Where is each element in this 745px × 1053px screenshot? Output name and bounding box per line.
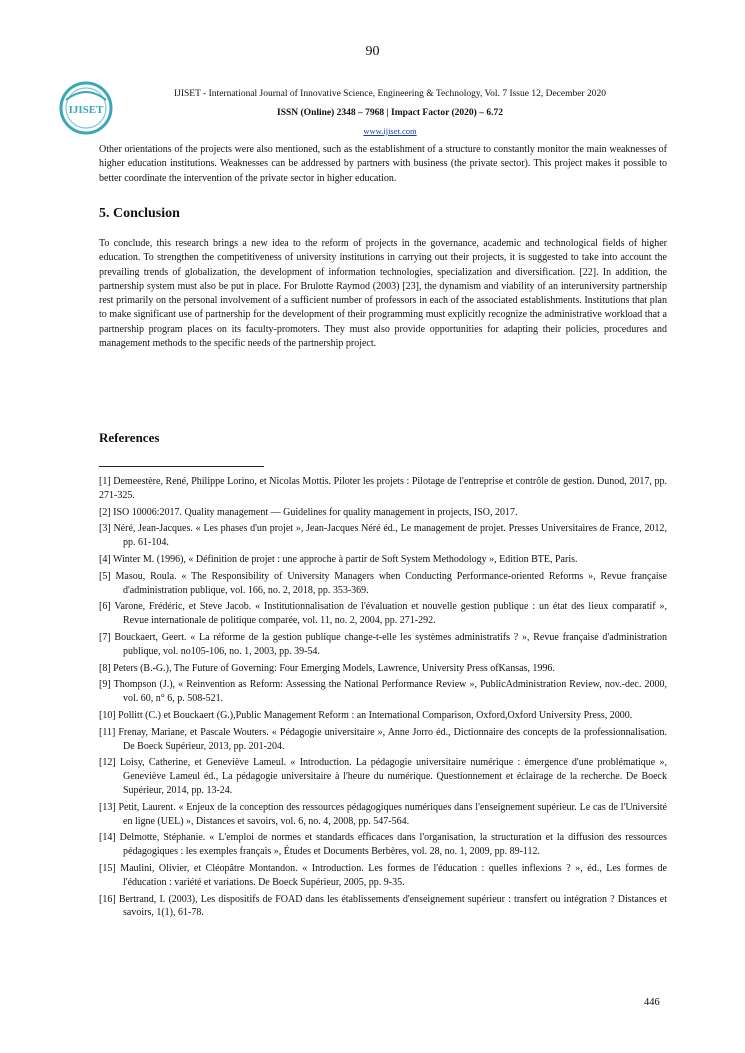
reference-item: [15] Maulini, Olivier, et Cléopâtre Montandon. « Introduction. Les formes de l'éducation : quelles inflexions ? », éd., Les formes de l'éducation : variété et variations. De Boeck Supérieur, 2005, pp. 9-35. (99, 862, 667, 888)
reference-item: [7] Bouckaert, Geert. « La réforme de la gestion publique change-t-elle les systèmes administratifs ? », Revue française d'administration publique, vol. no105-106, no. 1, 2003, pp. 39-54. (99, 631, 667, 657)
reference-item: [9] Thompson (J.), « Reinvention as Reform: Assessing the National Performance Review », PublicAdministration Review, nov.-dec. 2000, vol. 60, n° 6, p. 508-521. (99, 679, 667, 705)
logo-text: IJISET (68, 104, 104, 116)
reference-item: [10] Pollitt (C.) et Bouckaert (G.),Public Management Reform : an International Comparison, Oxford,Oxford University Press, 2000. (99, 709, 633, 721)
bottom-page-number: 446 (644, 997, 660, 1008)
reference-item: [1] Demeestère, René, Philippe Lorino, et Nicolas Mottis. Piloter les projets : Pilotage de l'entreprise et contrôle de gestion. Dunod, 2017, pp. 271-325. (99, 476, 667, 501)
reference-item: [12] Loisy, Catherine, et Geneviève Lameul. « Introduction. La pédagogie universitaire numérique : émergence d'une problématique », Geneviève Lameul éd., La pédagogie universitaire à l'heure du numérique. Questionnement et éclairage de la recherche. De Boeck Supérieur, 2014, pp. 13-24. (99, 757, 667, 796)
reference-list (99, 475, 667, 923)
reference-item: [13] Petit, Laurent. « Enjeux de la conception des ressources pédagogiques numériques dans l'enseignement supérieur. Le cas de l'Université en ligne (UEL) », Distances et savoirs, vol. 6, no. 4, 2008, pp. 547-564. (99, 801, 667, 827)
issn-line: ISSN (Online) 2348 – 7968 | Impact Factor (2020) – 6.72 (277, 108, 503, 118)
journal-logo-icon (58, 80, 114, 136)
reference-item: [11] Frenay, Mariane, et Pascale Wouters. « Pédagogie universitaire », Anne Jorro éd., Dictionnaire des concepts de la professionnalisation. De Boeck Supérieur, 2013, pp. 201-204. (99, 726, 667, 752)
references-heading: References (99, 430, 160, 445)
reference-item: [3] Néré, Jean-Jacques. « Les phases d'un projet », Jean-Jacques Néré éd., Le management de projet. Presses Universitaires de France, 2012, pp. 61-104. (99, 523, 667, 549)
reference-item: [8] Peters (B.-G.), The Future of Governing: Four Emerging Models, Lawrence, University Press ofKansas, 1996. (99, 662, 555, 674)
reference-item: [6] Varone, Frédéric, et Steve Jacob. « Institutionnalisation de l'évaluation et nouvelle gestion publique : un état des lieux comparatif », Revue internationale de politique comparée, vol. 11, no. 2, 2004, pp. 271-292. (99, 601, 667, 627)
reference-item: [4] Winter M. (1996), « Définition de projet : une approche à partir de Soft System Methodology », Edition BTE, Paris. (99, 553, 578, 565)
reference-item: [5] Masou, Roula. « The Responsibility of University Managers when Conducting Performance-oriented Reforms », Revue française d'administration publique, vol. 166, no. 2, 2018, pp. 353-369. (99, 570, 667, 596)
reference-item: [2] ISO 10006:2017. Quality management — Guidelines for quality management in projects, ISO, 2017. (99, 506, 518, 518)
conclusion-paragraph: To conclude, this research brings a new idea to the reform of projects in the governance, academic and technological fields of higher education. To strengthen the competitiveness of university institutions in carrying out their projects, it is suggested to take into account the prevailing trends of globalization, the development of information technologies, specialization and diversification. [22]. In addition, the partnership system must also be put in place. For Brulotte Raymod (2003) [23], the dynamism and viability of an interuniversity partnership rest primarily on the personal involvement of a sufficient number of professors in each of the associated establishments. Institutions that plan to make significant use of partnership for the development of their programming must explicitly recognize the administrative workload that a partnership program places on its faculty-promoters. They must also provide opportunities for adapting their policies, procedures and management methods to the specific needs of the partnership project. (99, 238, 667, 350)
conclusion-heading: 5. Conclusion (99, 206, 180, 221)
reference-item: [16] Bertrand, I. (2003), Les dispositifs de FOAD dans les établissements d'enseignement supérieur : transfert ou intégration ? Distances et savoirs, 1(1), 61-78. (99, 893, 667, 919)
references-divider (99, 466, 264, 467)
intro-paragraph: Other orientations of the projects were also mentioned, such as the establishment of a structure to constantly monitor the main weaknesses of higher education institutions. Weaknesses can be addressed by partners with business (the private sector). This project makes it possible to better coordinate the intervention of the private sector in higher education. (99, 144, 667, 184)
journal-website-link[interactable]: www.ijiset.com (363, 126, 417, 136)
journal-title-line: IJISET - International Journal of Innovative Science, Engineering & Technology, Vol. 7 Issue 12, December 2020 (173, 89, 606, 99)
reference-item: [14] Delmotte, Stéphanie. « L'emploi de normes et standards efficaces dans l'organisation, la structuration et la diffusion des ressources pédagogiques : les exemples français », Études et Documents Berbères, vol. 28, no. 1, 2009, pp. 89-112. (99, 832, 667, 858)
top-page-number: 90 (365, 44, 380, 59)
